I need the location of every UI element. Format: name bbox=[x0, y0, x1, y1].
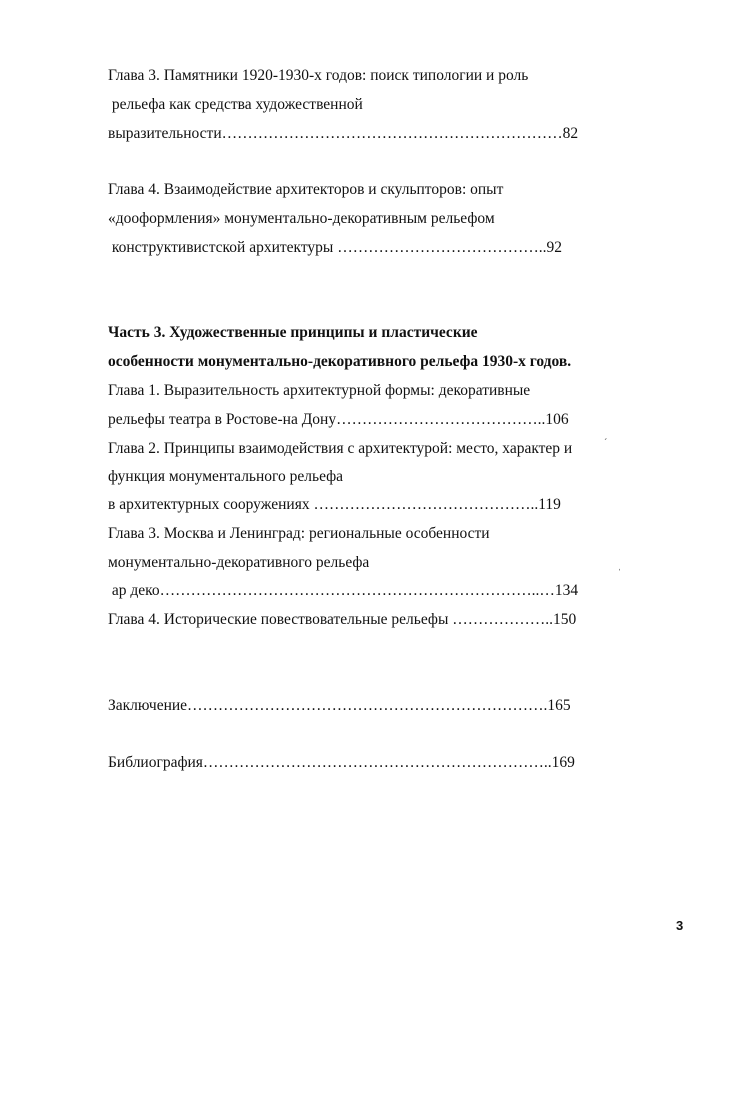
toc-part2-ch3-line2: рельефа как средства художественной bbox=[108, 96, 363, 113]
toc-part3-title-line1: Часть 3. Художественные принципы и пластические bbox=[108, 324, 478, 341]
toc-part3-ch4-line1: Глава 4. Исторические повествовательные рельефы ………………..150 bbox=[108, 611, 577, 628]
toc-part2-ch4-line3: конструктивистской архитектуры …………………………………..92 bbox=[108, 239, 562, 256]
toc-part3-ch2-line2: функция монументального рельефа bbox=[108, 468, 344, 485]
toc-part3-ch1-line1: Глава 1. Выразительность архитектурной формы: декоративные bbox=[108, 382, 531, 399]
scan-speck: ˊ bbox=[604, 438, 608, 449]
toc-part2-ch4-line2: «дооформления» монументально-декоративным рельефом bbox=[108, 210, 495, 227]
toc-part3-ch2-line3: в архитектурных сооружениях ……………………………………..119 bbox=[108, 496, 561, 513]
toc-conclusion: Заключение…………………………………………………………….165 bbox=[108, 697, 571, 714]
toc-bibliography: Библиография…………………………………………………………..169 bbox=[108, 754, 575, 771]
toc-part3-ch2-line1: Глава 2. Принципы взаимодействия с архитектурой: место, характер и bbox=[108, 440, 573, 457]
toc-part3-ch1-line2: рельефы театра в Ростове-на Дону…………………………………..106 bbox=[108, 411, 569, 428]
toc-part2-ch3-line1: Глава 3. Памятники 1920-1930-х годов: поиск типологии и роль bbox=[108, 67, 529, 84]
toc-part3-ch3-line1: Глава 3. Москва и Ленинград: региональные особенности bbox=[108, 525, 490, 542]
toc-part2-ch4-line1: Глава 4. Взаимодействие архитекторов и скульпторов: опыт bbox=[108, 181, 504, 198]
toc-part3-ch3-line2: монументально-декоративного рельефа bbox=[108, 554, 370, 571]
toc-part2-ch3-line3: выразительности…………………………………………………………82 bbox=[108, 125, 579, 142]
toc-part3-title-line2: особенности монументально-декоративного рельефа 1930-х годов. bbox=[108, 353, 572, 370]
toc-part3-ch3-line3: ар деко………………………………………………………………..…134 bbox=[108, 582, 579, 599]
page-number: 3 bbox=[676, 918, 684, 933]
scan-speck: ˌ bbox=[618, 560, 622, 571]
